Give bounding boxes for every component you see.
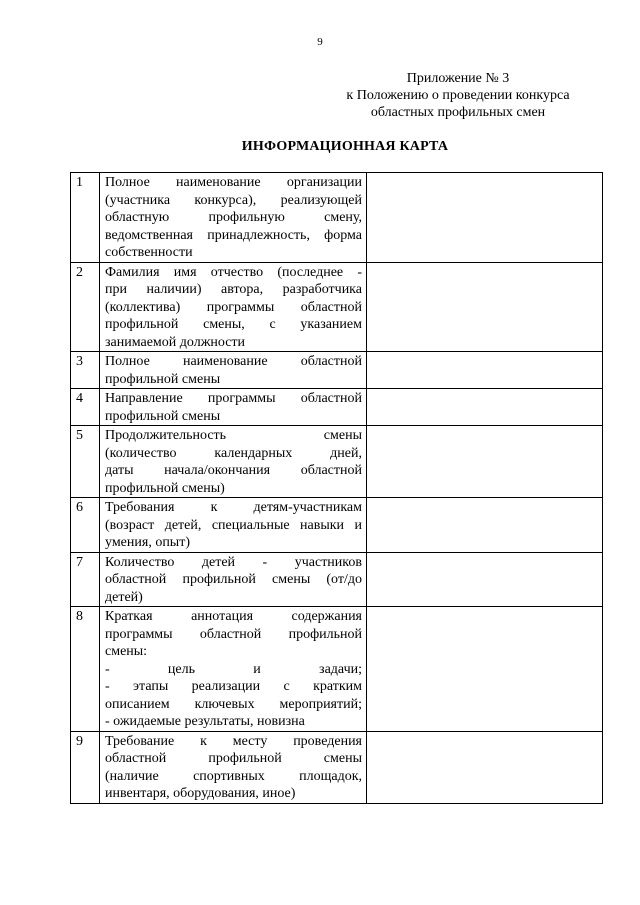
description-line: инвентаря, оборудования, иное) [105,786,296,801]
row-number: 1 [71,173,100,263]
row-number: 8 [71,607,100,732]
row-value-field[interactable] [367,498,603,553]
row-value-field[interactable] [367,607,603,732]
information-card-table [70,172,603,804]
table-row [71,173,603,263]
row-description [100,389,367,426]
table-row [71,731,603,803]
description-line: (участника конкурса), реализующей [105,192,362,208]
description-line: Направление программы областной [105,391,362,406]
row-value-field[interactable] [367,389,603,426]
description-line: даты начала/окончания областной [105,463,362,478]
row-description [100,498,367,553]
row-value-field[interactable] [367,552,603,607]
description-line: (коллектива) программы областной [105,299,362,315]
appendix-line-3: областных профильных смен [370,105,546,120]
table-row [71,262,603,352]
description-line: профильной смены) [105,480,225,496]
appendix-header [308,70,608,121]
description-line: собственности [105,245,193,260]
row-description [100,426,367,498]
description-line: (возраст детей, специальные навыки и [105,517,362,533]
row-description [100,552,367,607]
description-line: областной профильной смены (от/до [105,572,362,587]
description-line: Количество детей - участников [105,554,362,570]
row-number: 4 [71,389,100,426]
description-line: - этапы реализации с кратким [105,679,362,694]
description-line: детей) [105,589,143,605]
description-line: областной профильной смены [105,751,362,766]
description-line: смены: [105,644,148,659]
description-line: (наличие спортивных площадок, [105,768,362,784]
appendix-line-2: к Положению о проведении конкурса [346,88,570,103]
description-line: занимаемой должности [105,334,246,350]
row-number: 6 [71,498,100,553]
row-description [100,607,367,732]
table-row [71,389,603,426]
description-line: профильной смены, с указанием [105,317,362,332]
description-line: Фамилия имя отчество (последнее - [105,264,362,280]
description-line: программы областной профильной [105,626,362,642]
document-title: ИНФОРМАЦИОННАЯ КАРТА [241,139,449,154]
description-line: при наличии) автора, разработчика [105,282,362,297]
row-value-field[interactable] [367,352,603,389]
row-number: 3 [71,352,100,389]
row-description [100,352,367,389]
table-row [71,552,603,607]
description-line: Требования к детям-участникам [105,500,362,515]
description-line: (количество календарных дней, [105,445,362,461]
row-description [100,262,367,352]
description-line: ведомственная принадлежность, форма [105,227,362,243]
description-line: - цель и задачи; [105,661,362,677]
page-number: 9 [317,36,323,48]
description-line: Продолжительность смены [105,428,362,443]
table-row [71,498,603,553]
description-line: областную профильную смену, [105,210,362,225]
description-line: профильной смены [105,371,221,387]
row-number: 5 [71,426,100,498]
row-description [100,731,367,803]
description-line: Полное наименование областной [105,354,362,369]
row-description [100,173,367,263]
table-row [71,426,603,498]
row-value-field[interactable] [367,731,603,803]
row-value-field[interactable] [367,262,603,352]
table-row [71,352,603,389]
description-line: описанием ключевых мероприятий; [105,696,362,712]
description-line: умения, опыт) [105,535,190,550]
description-line: профильной смены [105,408,221,424]
description-line: Требование к месту проведения [105,733,362,749]
row-number: 7 [71,552,100,607]
row-number: 9 [71,731,100,803]
row-value-field[interactable] [367,426,603,498]
table-row [71,607,603,732]
row-value-field[interactable] [367,173,603,263]
row-number: 2 [71,262,100,352]
description-line: Полное наименование организации [105,175,362,190]
description-line: Краткая аннотация содержания [105,609,362,624]
description-line: - ожидаемые результаты, новизна [105,714,305,729]
appendix-line-1: Приложение № 3 [406,71,510,86]
